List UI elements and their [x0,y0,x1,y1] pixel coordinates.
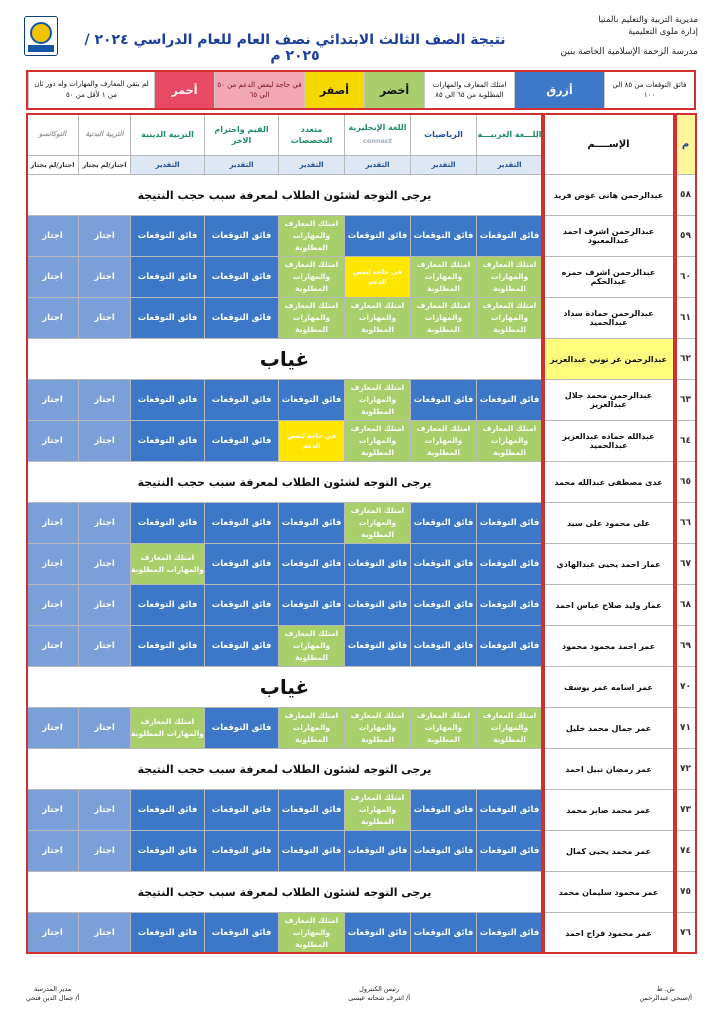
student-row [27,544,697,585]
arabic-exceeds-expectations-cell: فائق التوقعات [477,544,543,585]
header-org-block [561,14,698,58]
religion-acquired-skills-cell: امتلك المعارف والمهارات المطلوبة [131,544,205,585]
student-name: عدى مصطفى عبدالله محمد [543,462,675,503]
student-row [27,585,697,626]
english-exceeds-expectations-cell: فائق التوقعات [345,585,411,626]
student-name: عمر محمد يحيى كمال [543,831,675,872]
values-exceeds-expectations-cell: فائق التوقعات [205,585,279,626]
legend-red-desc: لم يتقن المعارف والمهارات وله دور ثان من ١ لأقل من ٥٠ [28,72,154,108]
school-name: مدرسة الرحمة الإسلامية الخاصة بنين [560,47,698,57]
values-exceeds-expectations-cell: فائق التوقعات [205,298,279,339]
multidisciplinary-exceeds-expectations-cell: فائق التوقعات [279,380,345,421]
footer-col-3-title: مدير المدرسة [33,985,72,993]
english-acquired-skills-cell: امتلك المعارف والمهارات المطلوبة [345,421,411,462]
values-exceeds-expectations-cell: فائق التوقعات [205,626,279,667]
english-title: اللغة الإنجليزية [348,123,407,132]
pe-passed-cell: اجتاز [79,790,131,831]
english-exceeds-expectations-cell: فائق التوقعات [345,913,411,954]
footer-col-3 [26,985,79,1003]
tokkatsu-passed-cell: اجتاز [27,298,79,339]
student-row [27,667,697,708]
values-exceeds-expectations-cell: فائق التوقعات [205,790,279,831]
english-acquired-skills-cell: امتلك المعارف والمهارات المطلوبة [345,790,411,831]
student-name: عبدالرحمن اشرف احمد عبدالمعبود [543,216,675,257]
student-row [27,380,697,421]
multidisciplinary-acquired-skills-cell: امتلك المعارف والمهارات المطلوبة [279,708,345,749]
religion-exceeds-expectations-cell: فائق التوقعات [131,421,205,462]
student-index: ٦٢ [675,339,697,380]
student-index: ٦٥ [675,462,697,503]
student-index: ٧٥ [675,872,697,913]
subject-header-multidisciplinary: متعدد التخصصات [279,114,345,156]
student-name: عمر محمود فراج احمد [543,913,675,954]
english-acquired-skills-cell: امتلك المعارف والمهارات المطلوبة [345,380,411,421]
directorate-name: مديرية التربية والتعليم بالمنيا [598,15,698,25]
english-needs-support-cell: في حاجة لبعض الدعم [345,257,411,298]
math-exceeds-expectations-cell: فائق التوقعات [411,626,477,667]
values-exceeds-expectations-cell: فائق التوقعات [205,216,279,257]
arabic-exceeds-expectations-cell: فائق التوقعات [477,380,543,421]
english-exceeds-expectations-cell: فائق التوقعات [345,831,411,872]
student-index: ٥٩ [675,216,697,257]
multidisciplinary-acquired-skills-cell: امتلك المعارف والمهارات المطلوبة [279,257,345,298]
tokkatsu-passed-cell: اجتاز [27,913,79,954]
student-row [27,421,697,462]
student-index: ٧٣ [675,790,697,831]
grade-label-multidisciplinary: التقدير [279,156,345,175]
multidisciplinary-exceeds-expectations-cell: فائق التوقعات [279,790,345,831]
math-exceeds-expectations-cell: فائق التوقعات [411,585,477,626]
math-exceeds-expectations-cell: فائق التوقعات [411,831,477,872]
english-exceeds-expectations-cell: فائق التوقعات [345,216,411,257]
name-header: الإســــم [543,114,675,175]
footer-col-2-name: أ/ اشرف شحاته عيسى [348,994,410,1002]
tokkatsu-passed-cell: اجتاز [27,831,79,872]
multidisciplinary-acquired-skills-cell: امتلك المعارف والمهارات المطلوبة [279,216,345,257]
math-exceeds-expectations-cell: فائق التوقعات [411,544,477,585]
multidisciplinary-exceeds-expectations-cell: فائق التوقعات [279,831,345,872]
arabic-exceeds-expectations-cell: فائق التوقعات [477,913,543,954]
pe-passed-cell: اجتاز [79,544,131,585]
tokkatsu-passed-cell: اجتاز [27,257,79,298]
student-name: عبدالرحمن محمد جلال عبدالعزيز [543,380,675,421]
multidisciplinary-exceeds-expectations-cell: فائق التوقعات [279,503,345,544]
legend-yellow-desc: في حاجة لبعض الدعم من ٥٠ الي ٦٥ [214,72,304,108]
student-index: ٥٨ [675,175,697,216]
legend-red-label: أحمر [154,72,214,108]
tokkatsu-passed-cell: اجتاز [27,421,79,462]
student-index: ٦٠ [675,257,697,298]
results-table [26,113,697,954]
religion-exceeds-expectations-cell: فائق التوقعات [131,380,205,421]
grade-label-religion: التقدير [131,156,205,175]
student-row [27,872,697,913]
pe-passed-cell: اجتاز [79,298,131,339]
arabic-acquired-skills-cell: امتلك المعارف والمهارات المطلوبة [477,421,543,462]
page-header [10,10,710,68]
student-row [27,831,697,872]
pe-passed-cell: اجتاز [79,257,131,298]
student-name: عبدالرحمن حمادة سداد عبدالحميد [543,298,675,339]
pe-passed-cell: اجتاز [79,503,131,544]
student-index: ٦٧ [675,544,697,585]
grade-label-math: التقدير [411,156,477,175]
math-acquired-skills-cell: امتلك المعارف والمهارات المطلوبة [411,298,477,339]
grade-label-values: التقدير [205,156,279,175]
student-row [27,913,697,954]
religion-acquired-skills-cell: امتلك المعارف والمهارات المطلوبة [131,708,205,749]
absent-notice: غياب [27,339,543,380]
student-index: ٦٤ [675,421,697,462]
religion-exceeds-expectations-cell: فائق التوقعات [131,831,205,872]
student-name: عبدالرحمن اشرف حمزه عبدالحكم [543,257,675,298]
footer-col-3-name: أ/ جمال الدين فتحي [26,994,80,1002]
school-logo-icon [24,16,58,56]
index-header: م [675,114,697,175]
student-row [27,626,697,667]
arabic-exceeds-expectations-cell: فائق التوقعات [477,626,543,667]
grade-legend [26,70,696,110]
arabic-acquired-skills-cell: امتلك المعارف والمهارات المطلوبة [477,257,543,298]
subject-header-values: القيم واحترام الاخر [205,114,279,156]
tokkatsu-passed-cell: اجتاز [27,380,79,421]
values-exceeds-expectations-cell: فائق التوقعات [205,544,279,585]
student-name: عمر جمال محمد خليل [543,708,675,749]
tokkatsu-passed-cell: اجتاز [27,503,79,544]
student-row [27,339,697,380]
english-subtitle: connect [363,137,392,145]
english-acquired-skills-cell: امتلك المعارف والمهارات المطلوبة [345,708,411,749]
student-index: ٦٣ [675,380,697,421]
footer-col-1-title: ش. ط [656,985,675,993]
student-row [27,216,697,257]
math-exceeds-expectations-cell: فائق التوقعات [411,380,477,421]
subject-header-tokkatsu: التوكاتسو [27,114,79,156]
religion-exceeds-expectations-cell: فائق التوقعات [131,626,205,667]
pe-passed-cell: اجتاز [79,421,131,462]
student-index: ٧٢ [675,749,697,790]
religion-exceeds-expectations-cell: فائق التوقعات [131,585,205,626]
values-exceeds-expectations-cell: فائق التوقعات [205,503,279,544]
page-title: نتيجة الصف الثالث الابتدائي نصف العام للعام الدراسي ٢٠٢٤ / ٢٠٢٥ م [84,32,506,64]
student-name: عمر محمود سليمان محمد [543,872,675,913]
religion-exceeds-expectations-cell: فائق التوقعات [131,913,205,954]
pe-passed-cell: اجتاز [79,380,131,421]
pe-passed-cell: اجتاز [79,831,131,872]
math-exceeds-expectations-cell: فائق التوقعات [411,503,477,544]
arabic-acquired-skills-cell: امتلك المعارف والمهارات المطلوبة [477,708,543,749]
student-name: عمار وليد صلاح عباس احمد [543,585,675,626]
student-name: عمر احمد محمود محمود [543,626,675,667]
arabic-exceeds-expectations-cell: فائق التوقعات [477,503,543,544]
tokkatsu-passed-cell: اجتاز [27,708,79,749]
tokkatsu-passed-cell: اجتاز [27,544,79,585]
religion-exceeds-expectations-cell: فائق التوقعات [131,790,205,831]
withheld-result-notice: يرجى التوجه لشئون الطلاب لمعرفة سبب حجب النتيجة [27,175,543,216]
footer-col-2 [348,985,410,1003]
student-row [27,298,697,339]
english-acquired-skills-cell: امتلك المعارف والمهارات المطلوبة [345,298,411,339]
multidisciplinary-needs-support-cell: في حاجة لبعض الدعم [279,421,345,462]
student-name: عمار احمد يحيى عبدالهادي [543,544,675,585]
student-index: ٦١ [675,298,697,339]
student-name: عبدالله حماده عبدالعزيز عبدالحميد [543,421,675,462]
grade-label-arabic: التقدير [477,156,543,175]
english-exceeds-expectations-cell: فائق التوقعات [345,626,411,667]
english-exceeds-expectations-cell: فائق التوقعات [345,544,411,585]
absent-notice: غياب [27,667,543,708]
withheld-result-notice: يرجى التوجه لشئون الطلاب لمعرفة سبب حجب النتيجة [27,872,543,913]
arabic-exceeds-expectations-cell: فائق التوقعات [477,790,543,831]
religion-exceeds-expectations-cell: فائق التوقعات [131,298,205,339]
legend-blue-label: أزرق [514,72,604,108]
signature-footer [20,985,700,1015]
tokkatsu-passed-cell: اجتاز [27,216,79,257]
legend-green-desc: امتلك المعارف والمهارات المطلوبة من ٦٥ الي ٨٥ [424,72,514,108]
values-exceeds-expectations-cell: فائق التوقعات [205,831,279,872]
religion-exceeds-expectations-cell: فائق التوقعات [131,216,205,257]
student-index: ٦٩ [675,626,697,667]
student-name: عبدالرحمن عز توني عبدالعزيز [543,339,675,380]
student-row [27,175,697,216]
pe-passed-cell: اجتاز [79,708,131,749]
multidisciplinary-acquired-skills-cell: امتلك المعارف والمهارات المطلوبة [279,298,345,339]
pe-passed-cell: اجتاز [79,626,131,667]
english-acquired-skills-cell: امتلك المعارف والمهارات المطلوبة [345,503,411,544]
subject-header-arabic: اللـــغة العربيـــة [477,114,543,156]
tokkatsu-passed-cell: اجتاز [27,585,79,626]
tokkatsu-passed-cell: اجتاز [27,626,79,667]
math-acquired-skills-cell: امتلك المعارف والمهارات المطلوبة [411,708,477,749]
student-row [27,462,697,503]
arabic-exceeds-expectations-cell: فائق التوقعات [477,831,543,872]
student-row [27,749,697,790]
arabic-exceeds-expectations-cell: فائق التوقعات [477,216,543,257]
student-row [27,257,697,298]
footer-col-1 [639,985,692,1003]
arabic-exceeds-expectations-cell: فائق التوقعات [477,585,543,626]
tokkatsu-passed-cell: اجتاز [27,790,79,831]
student-name: عبدالرحمن هانى عوض فريد [543,175,675,216]
religion-exceeds-expectations-cell: فائق التوقعات [131,257,205,298]
values-exceeds-expectations-cell: فائق التوقعات [205,257,279,298]
math-exceeds-expectations-cell: فائق التوقعات [411,790,477,831]
values-exceeds-expectations-cell: فائق التوقعات [205,708,279,749]
footer-col-1-name: أ/صبحي عبدالرحمن [639,994,692,1002]
values-exceeds-expectations-cell: فائق التوقعات [205,421,279,462]
math-exceeds-expectations-cell: فائق التوقعات [411,913,477,954]
withheld-result-notice: يرجى التوجه لشئون الطلاب لمعرفة سبب حجب النتيجة [27,749,543,790]
subject-header-pe: التربية البدنية [79,114,131,156]
student-index: ٧٦ [675,913,697,954]
pe-passed-cell: اجتاز [79,585,131,626]
pass-label-pe: اجتاز/لم يجتاز [79,156,131,175]
withheld-result-notice: يرجى التوجه لشئون الطلاب لمعرفة سبب حجب النتيجة [27,462,543,503]
student-row [27,790,697,831]
multidisciplinary-exceeds-expectations-cell: فائق التوقعات [279,585,345,626]
footer-col-2-title: رئيس الكنترول [359,985,400,993]
student-name: عمر رمضان نبيل احمد [543,749,675,790]
multidisciplinary-acquired-skills-cell: امتلك المعارف والمهارات المطلوبة [279,913,345,954]
math-acquired-skills-cell: امتلك المعارف والمهارات المطلوبة [411,257,477,298]
subject-header-math: الرياضيات [411,114,477,156]
student-name: عمر اسامه عمر يوسف [543,667,675,708]
student-index: ٦٨ [675,585,697,626]
pe-passed-cell: اجتاز [79,216,131,257]
multidisciplinary-acquired-skills-cell: امتلك المعارف والمهارات المطلوبة [279,626,345,667]
student-index: ٧١ [675,708,697,749]
values-exceeds-expectations-cell: فائق التوقعات [205,913,279,954]
student-name: على محمود على سيد [543,503,675,544]
multidisciplinary-exceeds-expectations-cell: فائق التوقعات [279,544,345,585]
student-row [27,503,697,544]
subject-header-english [345,114,411,156]
pass-label-tokkatsu: اجتاز/لم يجتاز [27,156,79,175]
legend-blue-desc: فائق التوقعات من ٨٥ الي ١٠٠ [604,72,694,108]
student-name: عمر محمد صابر محمد [543,790,675,831]
subject-header-religion: التربية الدينية [131,114,205,156]
religion-exceeds-expectations-cell: فائق التوقعات [131,503,205,544]
student-index: ٦٦ [675,503,697,544]
math-exceeds-expectations-cell: فائق التوقعات [411,216,477,257]
grade-label-english: التقدير [345,156,411,175]
values-exceeds-expectations-cell: فائق التوقعات [205,380,279,421]
legend-yellow-label: أصفر [304,72,364,108]
math-acquired-skills-cell: امتلك المعارف والمهارات المطلوبة [411,421,477,462]
administration-name: إدارة ملوى التعليمية [628,27,698,37]
student-index: ٧٠ [675,667,697,708]
student-index: ٧٤ [675,831,697,872]
student-row [27,708,697,749]
arabic-acquired-skills-cell: امتلك المعارف والمهارات المطلوبة [477,298,543,339]
legend-green-label: أخضر [364,72,424,108]
pe-passed-cell: اجتاز [79,913,131,954]
